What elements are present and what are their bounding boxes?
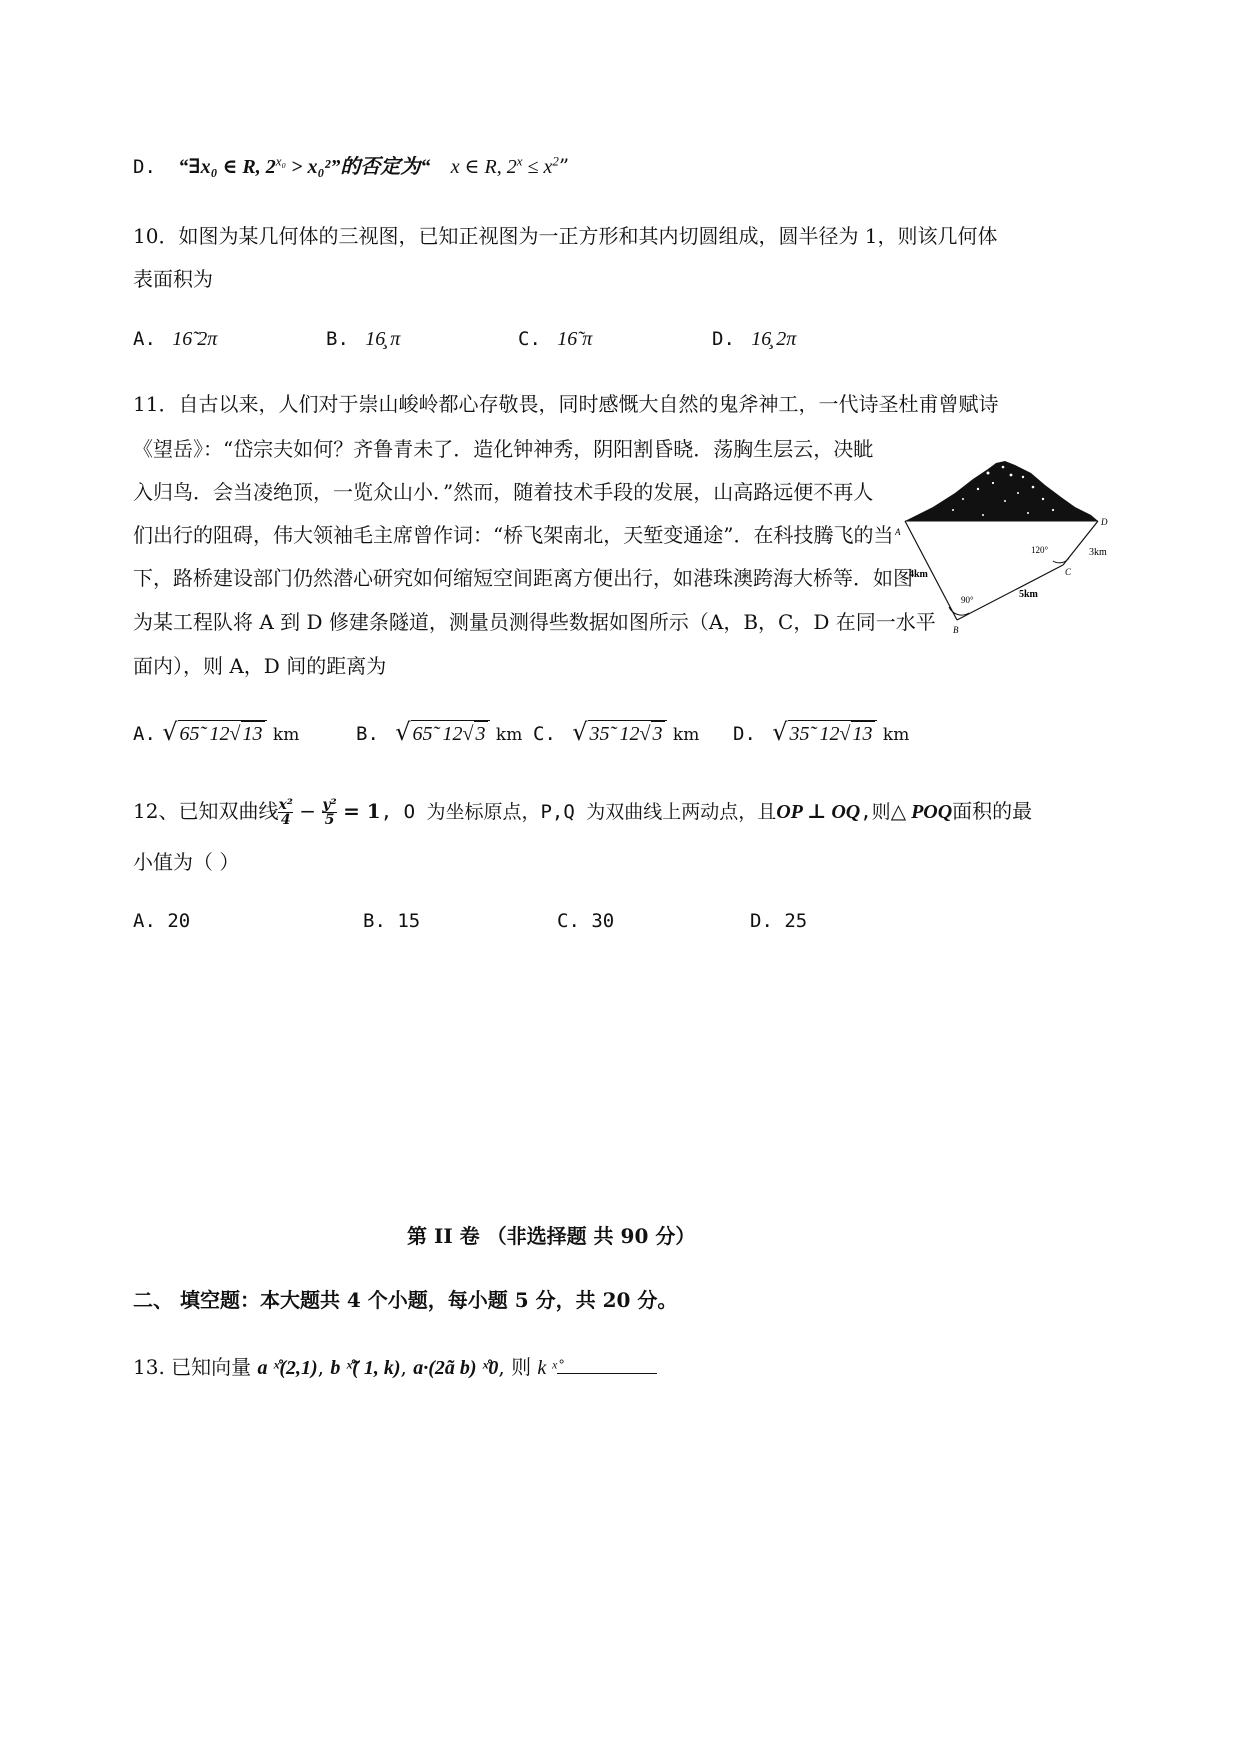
q11-option-d: D. √ 35̃ 12√ 13 km (733, 718, 910, 746)
q10-option-c: C. 16̃ π (518, 328, 593, 350)
q10-line1: 10．如图为某几何体的三视图，已知正视图为一正方形和其内切圆组成，圆半径为 1，则该几何体 (133, 224, 998, 248)
q11-line: 们出行的阻碍，伟大领袖毛主席曾作词：“桥飞架南北，天堑变通途”．在科技腾飞的当 (133, 523, 894, 547)
point-label-d: D (1101, 517, 1108, 527)
q10-line2: 表面积为 (133, 267, 213, 291)
option-label: D. (133, 156, 156, 178)
angle-c: 120° (1031, 545, 1049, 555)
q12-option-b: B. 15 (363, 910, 421, 932)
q11-option-c: C. √ 35̃ 12√ 3 km (533, 718, 700, 746)
q10-option-b: B. 16̧ π (326, 328, 401, 350)
q11-line: 11．自古以来，人们对于崇山峻岭都心存敬畏，同时感慨大自然的鬼斧神工，一代诗圣杜甫曾赋诗 (133, 392, 999, 416)
fraction-x: $\frac{\text{x²}}{4}$ (278, 797, 293, 828)
q12-option-a: A. 20 (133, 910, 191, 932)
q10-option-d: D. 16̧ 2π (712, 328, 797, 350)
q11-line: 《望岳》：“岱宗夫如何？齐鲁青未了．造化钟神秀，阴阳割昏晓．荡胸生层云，决眦 (133, 437, 874, 461)
q11-line: 下，路桥建设部门仍然潜心研究如何缩短空间距离方便出行，如港珠澳跨海大桥等．如图 (133, 566, 913, 590)
point-label-a: A (895, 527, 901, 537)
point-label-c: C (1065, 567, 1072, 577)
q11-line: 入归鸟．会当凌绝顶，一览众山小．”然而，随着技术手段的发展，山高路远便不再人 (133, 480, 874, 504)
point-label-b: B (953, 625, 959, 635)
fraction-y: $\frac{\text{y²}}{5}$ (322, 797, 337, 828)
length-bc: 5km (1019, 589, 1038, 600)
length-cd: 3km (1089, 547, 1107, 558)
q11-line: 为某工程队将 A 到 D 修建条隧道，测量员测得些数据如图所示（A，B，C，D 在同一水平 (133, 610, 936, 634)
q12-line1: 12、已知双曲线 $\frac{\text{x²}}{4}$ − $\frac{\text{y²}}{5}$ = 1, O 为坐标原点，P,Q 为双曲线上两动点，且OP ⊥ OQ,则△ POQ面积的最 (133, 797, 1033, 828)
option-text: “∃x₀ ∈ R, $2^{x_0} > x_0^2$”的否定为“ x ∈ R, $2^x \le x^2$” (178, 153, 570, 178)
q11-figure (893, 455, 1123, 635)
q12-option-c: C. 30 (557, 910, 615, 932)
q12-line2: 小值为（ ） (133, 850, 240, 874)
q10-option-a: A. 16̃ 2π (133, 328, 218, 350)
q11-option-a: A. √ 65̃ 12√ 13 km (133, 718, 300, 746)
q11-option-b: B. √ 65̃ 12√ 3 km (356, 718, 523, 746)
q9-option-d (133, 150, 569, 179)
mountain-illustration (905, 461, 1098, 521)
q13-line: 13. 已知向量 a ˣ̊(2,1), b ˣ̊̃( 1, k), a·(2ã b) ˣ̊0, 则 k ˣ̊ (133, 1351, 657, 1380)
length-ab: 4km (909, 569, 928, 580)
section-heading: 二、 填空题：本大题共 4 个小题，每小题 5 分，共 20 分。 (133, 1288, 678, 1312)
q12-option-d: D. 25 (750, 910, 808, 932)
angle-b: 90° (961, 595, 974, 605)
answer-blank[interactable] (557, 1355, 657, 1374)
part2-title: 第 II 卷 （非选择题 共 90 分） (407, 1224, 696, 1248)
q11-line: 面内），则 A，D 间的距离为 (133, 654, 387, 678)
